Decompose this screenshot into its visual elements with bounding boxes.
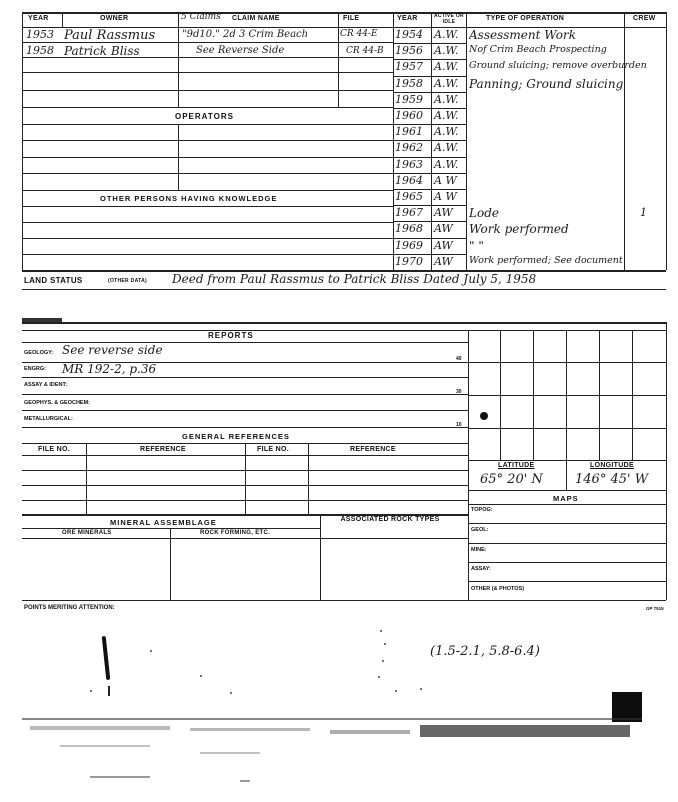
activity-status: AW [434, 254, 453, 268]
ref-col-file-2: FILE NO. [257, 446, 289, 453]
maps-topog-label: TOPOG: [471, 507, 493, 513]
activity-operation: Lode [469, 206, 499, 221]
activity-year: 1954 [395, 28, 423, 41]
activity-status: A.W. [434, 60, 459, 74]
maps-geol-label: GEOL: [471, 527, 489, 533]
geology-value: See reverse side [62, 343, 163, 357]
activity-status: A.W. [434, 76, 459, 90]
pen-mark [102, 636, 111, 680]
maps-assay-label: ASSAY: [471, 566, 491, 572]
activity-year: 1970 [395, 254, 423, 268]
activity-crew: 1 [640, 206, 647, 220]
land-status-sublabel: (OTHER DATA) [108, 278, 147, 284]
owner-row-2-file: CR 44-B [346, 46, 384, 56]
owner-row-2-owner: Patrick Bliss [64, 44, 140, 58]
maps-mine-label: MINE: [471, 547, 487, 553]
activity-status: A W [434, 190, 457, 203]
header-claim-name: CLAIM NAME [232, 15, 280, 22]
owner-row-1-owner: Paul Rassmus [64, 28, 156, 43]
activity-operation: Panning; Ground sluicing [469, 76, 624, 91]
activity-status: A.W. [434, 109, 459, 122]
activity-operation: Ground sluicing; remove overburden [469, 60, 647, 72]
header-crew: CREW [633, 15, 656, 22]
activity-status: A.W. [434, 44, 459, 58]
activity-year: 1963 [395, 157, 423, 171]
header-file: FILE [343, 15, 360, 22]
metallurgical-label: METALLURGICAL: [24, 416, 73, 422]
activity-year: 1957 [395, 60, 423, 74]
activity-status: A.W. [434, 141, 459, 155]
activity-year: 1959 [395, 92, 423, 106]
longitude-value: 146° 45' W [575, 472, 649, 487]
activity-status: A.W. [434, 92, 459, 106]
margin-number-10: 10 [456, 422, 462, 428]
activity-year: 1965 [395, 190, 423, 203]
points-note: (1.5-2.1, 5.8-6.4) [430, 644, 540, 659]
points-label: POINTS MERITING ATTENTION: [24, 605, 115, 611]
pen-mark-tail [108, 686, 110, 696]
location-marker [480, 412, 488, 420]
header-year: YEAR [28, 15, 49, 22]
land-status-label: LAND STATUS [24, 276, 83, 285]
activity-year: 1969 [395, 238, 423, 252]
ore-minerals-label: ORE MINERALS [62, 530, 112, 536]
geophys-label: GEOPHYS. & GEOCHEM: [24, 400, 91, 406]
ref-col-ref-2: REFERENCE [350, 446, 396, 453]
header-year-2: YEAR [397, 15, 418, 22]
activity-year: 1964 [395, 173, 423, 187]
activity-status: AW [434, 206, 453, 220]
ref-col-ref-1: REFERENCE [140, 446, 186, 453]
associated-rock-types-label: ASSOCIATED ROCK TYPES [340, 516, 440, 523]
owner-row-1-claim: "9d10." 2d 3 Crim Beach [182, 29, 309, 40]
header-owner: OWNER [100, 15, 129, 22]
activity-status: A.W. [434, 28, 459, 41]
activity-status: A.W. [434, 157, 459, 171]
assay-label: ASSAY & IDENT: [24, 382, 68, 388]
activity-status: AW [434, 222, 453, 236]
activity-year: 1968 [395, 222, 423, 236]
activity-year: 1960 [395, 109, 423, 122]
activity-operation: " " [469, 238, 484, 253]
claims-count: 5 Claims [181, 12, 221, 22]
activity-status: A W [434, 173, 457, 187]
geology-label: GEOLOGY: [24, 350, 54, 356]
activity-operation: Nof Crim Beach Prospecting [469, 44, 607, 56]
form-number: GP 7515 [646, 606, 664, 611]
owner-row-2-year: 1958 [26, 44, 54, 57]
activity-operation: Work performed [469, 222, 569, 237]
land-status-value: Deed from Paul Rassmus to Patrick Bliss Dated July 5, 1958 [172, 272, 537, 286]
activity-year: 1962 [395, 141, 423, 155]
ref-col-file-1: FILE NO. [38, 446, 70, 453]
activity-operation: Work performed; See document [469, 254, 623, 266]
margin-number-40: 40 [456, 356, 462, 362]
activity-operation: Assessment Work [469, 28, 576, 42]
header-active-idle: ACTIVE OR IDLE [434, 13, 464, 25]
latitude-label: LATITUDE [498, 462, 535, 469]
activity-year: 1961 [395, 125, 423, 139]
engrg-value: MR 192-2, p.36 [62, 362, 157, 376]
owner-row-1-year: 1953 [26, 28, 54, 41]
maps-other-label: OTHER (& PHOTOS) [471, 586, 525, 592]
activity-year: 1967 [395, 206, 423, 220]
owner-row-2-claim: See Reverse Side [196, 45, 285, 56]
others-label: OTHER PERSONS HAVING KNOWLEDGE [100, 194, 278, 203]
maps-title: MAPS [553, 494, 579, 503]
activity-year: 1956 [395, 44, 423, 58]
margin-number-30: 30 [456, 389, 462, 395]
operators-label: OPERATORS [175, 112, 234, 121]
longitude-label: LONGITUDE [590, 462, 634, 469]
activity-year: 1958 [395, 76, 423, 90]
header-operation: TYPE OF OPERATION [486, 15, 565, 22]
general-references-title: GENERAL REFERENCES [182, 432, 290, 441]
owner-row-1-file: CR 44-E [340, 29, 378, 39]
engrg-label: ENGRG: [24, 366, 46, 372]
reports-title: REPORTS [208, 331, 254, 340]
rock-forming-label: ROCK FORMING, ETC. [200, 530, 271, 536]
mineral-assemblage-title: MINERAL ASSEMBLAGE [110, 518, 217, 527]
latitude-value: 65° 20' N [480, 472, 543, 487]
activity-status: A.W. [434, 125, 459, 139]
activity-status: AW [434, 238, 453, 252]
